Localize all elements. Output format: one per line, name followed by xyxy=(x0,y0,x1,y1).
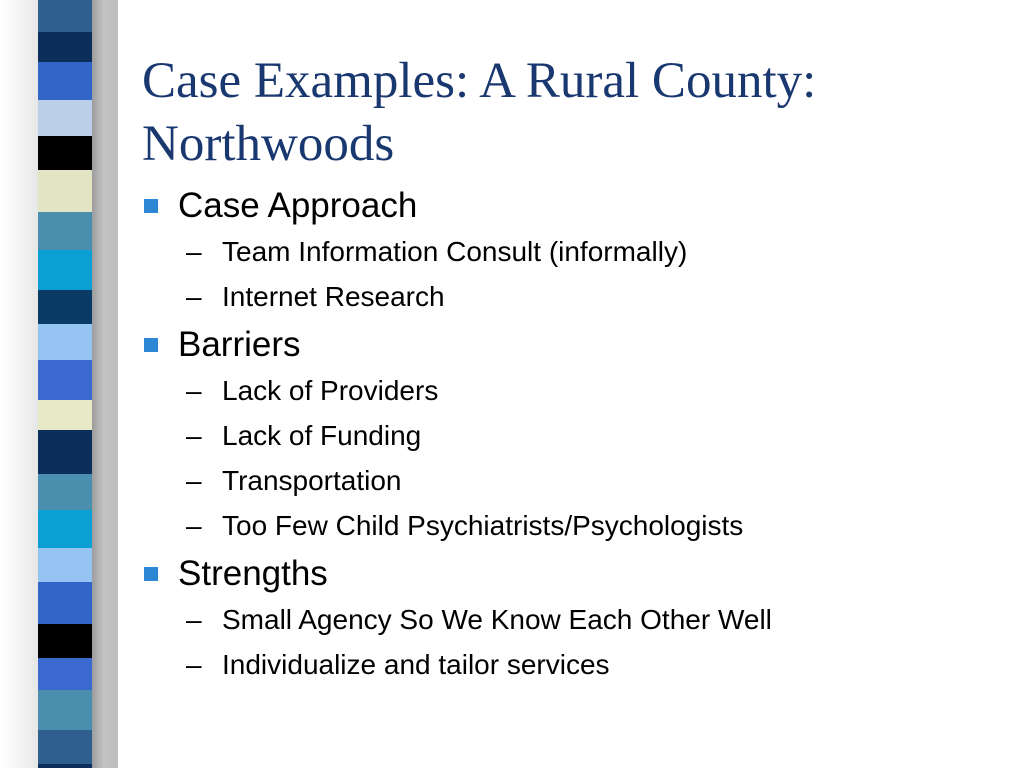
stripe-segment xyxy=(38,764,92,768)
stripe-segment xyxy=(38,510,92,548)
stripe-segment xyxy=(38,290,92,324)
sub-bullet-text: Lack of Providers xyxy=(222,375,439,406)
sub-bullet xyxy=(140,276,1020,317)
sub-bullet xyxy=(140,599,1020,640)
sub-bullet-text: Small Agency So We Know Each Other Well xyxy=(222,604,772,635)
square-bullet-icon xyxy=(144,199,158,213)
title-line-2: Northwoods xyxy=(142,116,395,172)
stripe-segment xyxy=(38,658,92,690)
stripe-segment xyxy=(38,250,92,290)
bullet-case-approach xyxy=(140,184,1020,227)
slide-content xyxy=(140,184,1020,689)
sub-bullet-text: Lack of Funding xyxy=(222,420,422,451)
stripe-segment xyxy=(38,400,92,430)
stripe-segment xyxy=(38,582,92,624)
stripe-segment xyxy=(38,430,92,474)
stripe-segment xyxy=(38,0,92,32)
stripe-segment xyxy=(38,324,92,360)
dash-icon: – xyxy=(186,236,202,267)
stripe-segment xyxy=(38,136,92,170)
stripe-segment xyxy=(38,548,92,582)
sub-bullet xyxy=(140,415,1020,456)
stripe-shadow xyxy=(92,0,104,768)
bullet-text: Case Approach xyxy=(178,186,418,225)
dash-icon: – xyxy=(186,281,202,312)
dash-icon: – xyxy=(186,375,202,406)
dash-icon: – xyxy=(186,649,202,680)
sub-bullet xyxy=(140,370,1020,411)
square-bullet-icon xyxy=(144,567,158,581)
slide-title xyxy=(142,50,1002,176)
stripe-segment xyxy=(38,212,92,250)
sub-bullet-text: Transportation xyxy=(222,465,402,496)
title-line-1: Case Examples: A Rural County: xyxy=(142,53,817,109)
color-band xyxy=(38,0,92,768)
dash-icon: – xyxy=(186,510,202,541)
square-bullet-icon xyxy=(144,338,158,352)
bullet-strengths xyxy=(140,552,1020,595)
stripe-segment xyxy=(38,624,92,658)
sub-bullet xyxy=(140,460,1020,501)
bullet-barriers xyxy=(140,323,1020,366)
stripe-segment xyxy=(38,62,92,100)
stripe-segment xyxy=(38,100,92,136)
bullet-text: Barriers xyxy=(178,325,301,364)
stripe-segment xyxy=(38,360,92,400)
sub-bullet xyxy=(140,644,1020,685)
dash-icon: – xyxy=(186,604,202,635)
stripe-segment xyxy=(38,474,92,510)
stripe-segment xyxy=(38,32,92,62)
sub-bullet-text: Team Information Consult (informally) xyxy=(222,236,688,267)
stripe-segment xyxy=(38,170,92,212)
bullet-text: Strengths xyxy=(178,554,328,593)
stripe-segment xyxy=(38,690,92,730)
sub-bullet xyxy=(140,505,1020,546)
sub-bullet-text: Too Few Child Psychiatrists/Psychologists xyxy=(222,510,744,541)
sub-bullet xyxy=(140,231,1020,272)
dash-icon: – xyxy=(186,420,202,451)
dash-icon: – xyxy=(186,465,202,496)
sub-bullet-text: Individualize and tailor services xyxy=(222,649,610,680)
sub-bullet-text: Internet Research xyxy=(222,281,445,312)
stripe-segment xyxy=(38,730,92,764)
